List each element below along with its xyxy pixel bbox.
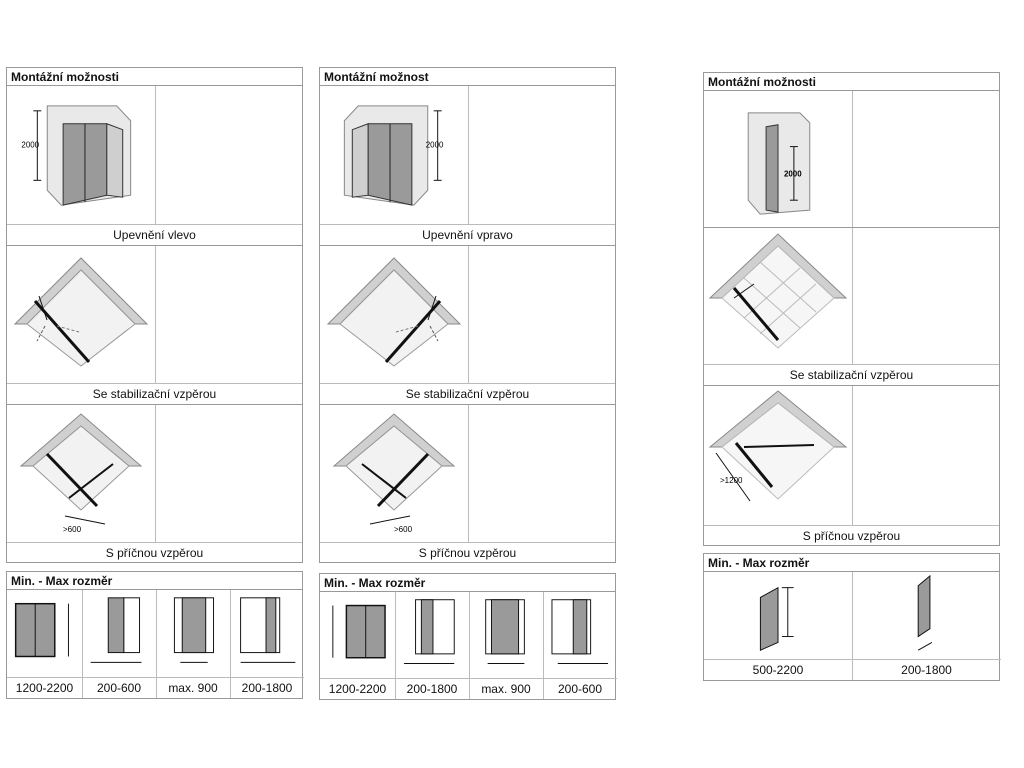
crossbar-illustration bbox=[704, 386, 853, 526]
left-mount-illustration bbox=[7, 86, 156, 225]
option-cell-wall-panel bbox=[704, 91, 999, 228]
size-column bbox=[230, 590, 304, 698]
option-cell-stabilizer bbox=[320, 246, 615, 405]
option-caption: Se stabilizační vzpěrou bbox=[320, 383, 615, 404]
size-range-title: Min. - Max rozměr bbox=[320, 574, 615, 592]
size-label: 200-1800 bbox=[852, 659, 1001, 680]
option-caption: Upevnění vpravo bbox=[320, 224, 615, 245]
panel-title: Montážní možnosti bbox=[704, 73, 999, 91]
option-cell-stabilizer bbox=[704, 228, 999, 386]
option-caption: S příčnou vzpěrou bbox=[7, 542, 302, 563]
crossbar-illustration bbox=[320, 405, 469, 543]
option-cell-stabilizer bbox=[7, 246, 302, 405]
size-column bbox=[704, 572, 853, 680]
size-label: 200-1800 bbox=[230, 677, 304, 698]
size-label: 500-2200 bbox=[704, 659, 852, 680]
size-range-panel-2 bbox=[319, 573, 616, 700]
size-column bbox=[395, 592, 470, 699]
size-label: 200-600 bbox=[543, 678, 617, 699]
size-range-panel-1 bbox=[6, 571, 303, 699]
height-dimension-label: 2000 bbox=[783, 169, 802, 179]
option-cell-crossbar bbox=[7, 405, 302, 563]
size-column bbox=[82, 590, 157, 698]
size-column bbox=[320, 592, 396, 699]
size-range-title: Min. - Max rozměr bbox=[704, 554, 999, 572]
min-width-label: >600 bbox=[63, 525, 82, 534]
height-dimension-label: 2000 bbox=[21, 140, 40, 150]
option-cell-right-mount bbox=[320, 86, 615, 246]
panel-title: Montážní možnost bbox=[320, 68, 615, 86]
size-column bbox=[156, 590, 231, 698]
min-width-label: >600 bbox=[394, 525, 413, 534]
option-caption: Upevnění vlevo bbox=[7, 224, 302, 245]
option-caption: S příčnou vzpěrou bbox=[320, 542, 615, 563]
option-cell-crossbar bbox=[320, 405, 615, 563]
size-column bbox=[852, 572, 1001, 680]
mounting-options-panel-1 bbox=[6, 67, 303, 563]
size-column bbox=[543, 592, 617, 699]
crossbar-illustration bbox=[7, 405, 156, 543]
size-range-panel-3 bbox=[703, 553, 1000, 681]
right-mount-illustration bbox=[320, 86, 469, 225]
mounting-options-panel-3 bbox=[703, 72, 1000, 546]
size-label: 200-600 bbox=[82, 677, 156, 698]
size-column bbox=[469, 592, 544, 699]
min-width-label: >1200 bbox=[720, 476, 743, 485]
height-dimension-label: 2000 bbox=[425, 140, 444, 150]
stabilizer-illustration bbox=[320, 246, 469, 384]
size-range-title: Min. - Max rozměr bbox=[7, 572, 302, 590]
panel-title: Montážní možnosti bbox=[7, 68, 302, 86]
size-label: 1200-2200 bbox=[320, 678, 395, 699]
size-label: 200-1800 bbox=[395, 678, 469, 699]
size-label: max. 900 bbox=[469, 678, 543, 699]
size-label: 1200-2200 bbox=[7, 677, 82, 698]
stabilizer-illustration bbox=[704, 228, 853, 365]
option-caption: Se stabilizační vzpěrou bbox=[704, 364, 999, 385]
stabilizer-illustration bbox=[7, 246, 156, 384]
option-caption: Se stabilizační vzpěrou bbox=[7, 383, 302, 404]
size-column bbox=[7, 590, 83, 698]
size-label: max. 900 bbox=[156, 677, 230, 698]
option-cell-left-mount bbox=[7, 86, 302, 246]
option-caption: S příčnou vzpěrou bbox=[704, 525, 999, 546]
mounting-options-panel-2 bbox=[319, 67, 616, 563]
option-cell-crossbar bbox=[704, 386, 999, 546]
wall-panel-illustration bbox=[704, 91, 853, 227]
